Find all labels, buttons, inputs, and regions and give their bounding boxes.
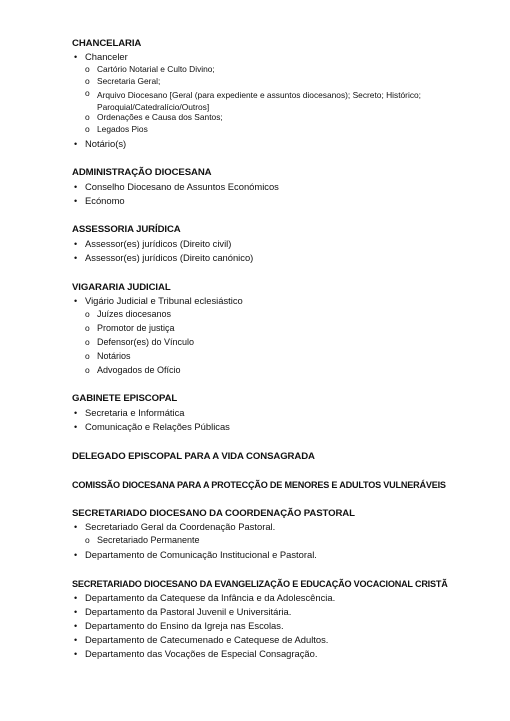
bullet-icon: • xyxy=(74,635,78,645)
hollow-bullet-icon: o xyxy=(85,64,90,74)
section-heading-comissao: COMISSÃO DIOCESANA PARA A PROTECÇÃO DE MENORES E ADULTOS VULNERÁVEIS xyxy=(72,480,446,490)
sub-list-item: Ordenações e Causa dos Santos; xyxy=(97,112,223,122)
bullet-icon: • xyxy=(74,593,78,603)
sub-list-item: Arquivo Diocesano [Geral (para expediente e assuntos diocesanos); Secreto; Histórico; Paroquial/Catedralício/Outros] xyxy=(97,90,422,112)
hollow-bullet-icon: o xyxy=(85,365,90,375)
hollow-bullet-icon: o xyxy=(85,76,90,86)
sub-list-item: Defensor(es) do Vínculo xyxy=(97,337,195,347)
bullet-icon: • xyxy=(74,296,78,306)
bullet-icon: • xyxy=(74,182,78,192)
list-item: Ecónomo xyxy=(85,195,125,206)
list-item: Assessor(es) jurídicos (Direito civil) xyxy=(85,238,232,249)
hollow-bullet-icon: o xyxy=(85,535,90,545)
bullet-icon: • xyxy=(74,621,78,631)
section-heading-coordenacao: SECRETARIADO DIOCESANO DA COORDENAÇÃO PASTORAL xyxy=(72,508,355,519)
list-item: Departamento da Pastoral Juvenil e Universitária. xyxy=(85,606,292,617)
list-item: Secretariado Geral da Coordenação Pastoral. xyxy=(85,521,276,532)
sub-list-item: Legados Pios xyxy=(97,124,148,134)
list-item: Departamento de Comunicação Institucional e Pastoral. xyxy=(85,549,317,560)
bullet-icon: • xyxy=(74,422,78,432)
list-item: Secretaria e Informática xyxy=(85,407,185,418)
list-item: Departamento da Catequese da Infância e da Adolescência. xyxy=(85,592,336,603)
list-item: Notário(s) xyxy=(85,138,127,149)
bullet-icon: • xyxy=(74,139,78,149)
sub-list-item: Advogados de Ofício xyxy=(97,365,181,375)
list-item: Vigário Judicial e Tribunal eclesiástico xyxy=(85,295,243,306)
bullet-icon: • xyxy=(74,408,78,418)
list-item: Departamento do Ensino da Igreja nas Escolas. xyxy=(85,620,284,631)
section-heading-evangelizacao: SECRETARIADO DIOCESANO DA EVANGELIZAÇÃO E EDUCAÇÃO VOCACIONAL CRISTÃ xyxy=(72,579,448,589)
hollow-bullet-icon: o xyxy=(85,323,90,333)
hollow-bullet-icon: o xyxy=(85,309,90,319)
bullet-icon: • xyxy=(74,196,78,206)
hollow-bullet-icon: o xyxy=(85,112,90,122)
hollow-bullet-icon: o xyxy=(85,337,90,347)
list-item: Comunicação e Relações Públicas xyxy=(85,421,230,432)
sub-list-item: Secretariado Permanente xyxy=(97,535,200,545)
section-heading-vigararia: VIGARARIA JUDICIAL xyxy=(72,282,171,293)
sub-list-item: Notários xyxy=(97,351,131,361)
list-item: Chanceler xyxy=(85,51,128,62)
bullet-icon: • xyxy=(74,52,78,62)
bullet-icon: • xyxy=(74,649,78,659)
list-item: Assessor(es) jurídicos (Direito canónico) xyxy=(85,252,254,263)
bullet-icon: • xyxy=(74,239,78,249)
sub-list-item: Promotor de justiça xyxy=(97,323,175,333)
hollow-bullet-icon: o xyxy=(85,88,90,98)
section-heading-delegado: DELEGADO EPISCOPAL PARA A VIDA CONSAGRADA xyxy=(72,451,315,462)
bullet-icon: • xyxy=(74,550,78,560)
section-heading-chancelaria: CHANCELARIA xyxy=(72,38,142,49)
section-heading-assessoria: ASSESSORIA JURÍDICA xyxy=(72,224,181,235)
section-heading-gabinete: GABINETE EPISCOPAL xyxy=(72,393,178,404)
sub-list-item: Secretaria Geral; xyxy=(97,76,161,86)
bullet-icon: • xyxy=(74,253,78,263)
sub-list-item: Cartório Notarial e Culto Divino; xyxy=(97,64,215,74)
sub-list-item: Juízes diocesanos xyxy=(97,309,172,319)
section-heading-administracao: ADMINISTRAÇÃO DIOCESANA xyxy=(72,167,212,178)
bullet-icon: • xyxy=(74,522,78,532)
list-item: Departamento das Vocações de Especial Consagração. xyxy=(85,648,318,659)
hollow-bullet-icon: o xyxy=(85,351,90,361)
list-item: Departamento de Catecumenado e Catequese de Adultos. xyxy=(85,634,329,645)
bullet-icon: • xyxy=(74,607,78,617)
hollow-bullet-icon: o xyxy=(85,124,90,134)
list-item: Conselho Diocesano de Assuntos Económicos xyxy=(85,181,279,192)
